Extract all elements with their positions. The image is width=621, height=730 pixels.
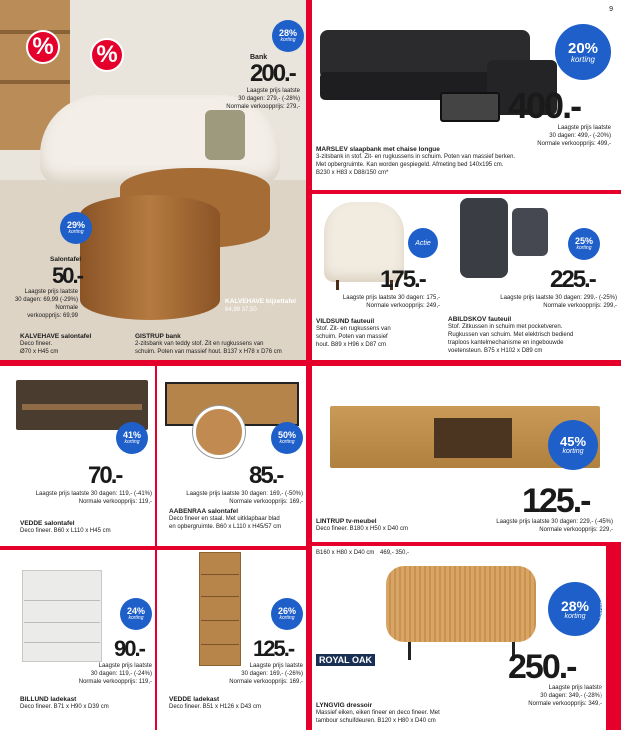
product-name: MARSLEV slaapbank met chaise longue bbox=[316, 146, 440, 153]
page-number: 9 bbox=[609, 6, 613, 13]
description-block bbox=[316, 518, 436, 533]
price-info bbox=[481, 124, 611, 148]
shelf-board bbox=[0, 80, 70, 84]
price: 250.- bbox=[508, 648, 576, 686]
description-block bbox=[20, 520, 150, 535]
product-desc: traploos kantelmechanisme en ingebouwde bbox=[448, 340, 564, 346]
price-line: Normale verkoopprijs: 249,- bbox=[366, 303, 440, 309]
price: 90.- bbox=[114, 636, 144, 661]
price-line: 30 dagen: 119,- (-24%) bbox=[90, 671, 152, 677]
product-desc: voetensteun. B75 x H102 x D89 cm bbox=[448, 348, 543, 354]
price: 85.- bbox=[249, 462, 283, 489]
badge-percent: 20% bbox=[567, 39, 599, 57]
badge-percent: 24% bbox=[126, 606, 145, 616]
price-line: Normale verkoopprijs: 499,- bbox=[537, 141, 611, 147]
discount-badge bbox=[548, 420, 598, 470]
discount-badge bbox=[568, 228, 600, 260]
badge-label: korting bbox=[570, 54, 595, 64]
product-desc: schuim. Poten van massief bbox=[316, 334, 388, 340]
chest-of-drawers bbox=[22, 570, 102, 662]
discount-badge bbox=[271, 598, 303, 630]
old-price-text: 469,- 350,- bbox=[380, 550, 410, 556]
price: 70.- bbox=[88, 462, 122, 489]
tv-cabinet-opening bbox=[434, 418, 512, 458]
price: 125.- bbox=[522, 482, 590, 520]
product-name: AABENRAA salontafel bbox=[169, 508, 239, 515]
price-info bbox=[159, 662, 303, 686]
price-line: Laagste prijs laatste 30 dagen: 169,- (-50%) bbox=[186, 491, 303, 497]
price-info bbox=[12, 288, 78, 320]
price-line: 30 dagen: 499,- (-20%) bbox=[549, 133, 611, 139]
drawer-line bbox=[201, 620, 239, 621]
discount-badge bbox=[548, 582, 602, 636]
product-name: BILLUND ladekast bbox=[20, 696, 77, 703]
sideboard-leg bbox=[408, 642, 411, 660]
product-name: ABILDSKOV fauteuil bbox=[448, 316, 512, 323]
discount-badge bbox=[116, 422, 148, 454]
dimension-note bbox=[316, 549, 409, 557]
panel-lintrup bbox=[312, 366, 621, 542]
panel-billund bbox=[0, 550, 155, 730]
percent-sign: % bbox=[96, 41, 118, 68]
badge-label: korting bbox=[124, 439, 140, 445]
recliner bbox=[460, 198, 508, 278]
price-line: Laagste prijs laatste bbox=[98, 663, 152, 669]
action-badge bbox=[408, 228, 438, 258]
badge-label: korting bbox=[564, 612, 586, 620]
drawer-line bbox=[201, 644, 239, 645]
chair-leg bbox=[336, 280, 339, 290]
panel-marslev bbox=[312, 0, 621, 190]
price-line: Normale verkoopprijs: 119,- bbox=[78, 679, 152, 685]
price-line: 30 dagen: 349,- (-28%) bbox=[540, 693, 602, 699]
drawer-line bbox=[24, 600, 100, 601]
price-line: Laagste prijs laatste bbox=[246, 88, 300, 94]
discount-badge bbox=[272, 20, 304, 52]
product-desc: hout. B89 x H96 x D87 cm bbox=[316, 342, 387, 348]
panel-living-room bbox=[0, 0, 306, 360]
product-desc: 2-zitsbank van teddy stof. Zit en rugkussens van bbox=[135, 341, 264, 347]
description-block bbox=[169, 696, 303, 711]
badge-label: korting bbox=[128, 615, 144, 621]
price: 400.- bbox=[508, 85, 581, 126]
badge-percent: 41% bbox=[122, 430, 141, 440]
badge-percent: 26% bbox=[277, 606, 296, 616]
description-block bbox=[316, 702, 496, 725]
percent-sticker bbox=[90, 38, 124, 72]
product-desc: Stof. Zit- en rugkussens van bbox=[316, 326, 391, 332]
badge-percent: 28% bbox=[560, 597, 590, 614]
price-info bbox=[449, 294, 617, 310]
product-name: VEDDE salontafel bbox=[20, 520, 75, 527]
price-line: Laagste prijs laatste bbox=[548, 685, 602, 691]
price-line: 30 dagen: 279,- (-28%) bbox=[238, 96, 300, 102]
badge-label: korting bbox=[68, 229, 84, 235]
side-table-price: 64,99 37,50 bbox=[225, 307, 257, 313]
sofa-throw bbox=[205, 110, 245, 160]
price-line: Normale verkoopprijs: 299,- bbox=[543, 303, 617, 309]
description-block bbox=[20, 696, 150, 711]
price-line: Normale verkoopprijs: 349,- bbox=[528, 701, 602, 707]
product-name: VEDDE ladekast bbox=[169, 696, 220, 703]
price-line: Normale verkoopprijs: 169,- bbox=[229, 679, 303, 685]
side-note: *Op dit artikel kan eventueel levertijd voorkomen bbox=[599, 601, 605, 720]
price-info bbox=[4, 662, 152, 686]
price: 50.- bbox=[52, 263, 82, 288]
table-shelf bbox=[22, 404, 142, 410]
price-info bbox=[180, 87, 300, 111]
price-info bbox=[159, 490, 303, 506]
price-line: Normale verkoopprijs: 229,- bbox=[539, 527, 613, 533]
discount-badge bbox=[120, 598, 152, 630]
product-desc: Deco fineer. B180 x H50 x D40 cm bbox=[316, 526, 409, 532]
badge-percent: 25% bbox=[574, 236, 593, 246]
product-name: GISTRUP bank bbox=[135, 333, 181, 340]
price: 175.- bbox=[380, 266, 425, 293]
tall-dresser bbox=[199, 552, 241, 666]
panel-abildskov bbox=[446, 194, 621, 360]
price-line: 30 dagen: 69,99 (-29%) bbox=[14, 297, 78, 303]
drawer-line bbox=[24, 642, 100, 643]
price-line: verkoopprijs: 69,99 bbox=[27, 313, 78, 319]
product-desc: Rugkussen van schuim. Met elektrisch bediend bbox=[448, 332, 574, 338]
product-tag: Salontafel bbox=[50, 256, 82, 263]
recliner-small bbox=[512, 208, 548, 256]
product-desc: Massief eiken, eiken fineer en deco fineer. Met bbox=[316, 710, 440, 716]
product-tag: Bank bbox=[250, 54, 268, 61]
round-table-front bbox=[80, 195, 220, 320]
panel-aabenraa bbox=[157, 366, 306, 546]
price-line: Normale verkoopprijs: 279,- bbox=[226, 104, 300, 110]
badge-percent: 28% bbox=[278, 28, 297, 38]
product-desc: tambour schuifdeuren. B120 x H80 x D40 cm bbox=[316, 718, 436, 724]
product-desc: Deco fineer. bbox=[20, 341, 53, 347]
product-desc: en opbergruimte. B60 x L110 x H45/57 cm bbox=[169, 524, 282, 530]
price-line: Laagste prijs laatste 30 dagen: 119,- (-41%) bbox=[35, 491, 152, 497]
description-block bbox=[169, 508, 305, 531]
drawer-line bbox=[24, 622, 100, 623]
product-desc: 3-zitsbank in stof. Zit- en rugkussens in schuim. Poten van massief berken. bbox=[316, 154, 516, 160]
price-line: Laagste prijs laatste 30 dagen: 299,- (-25%) bbox=[500, 295, 617, 301]
product-name: LYNGVIG dressoir bbox=[316, 702, 373, 709]
panel-vildsund bbox=[312, 194, 446, 360]
badge-label: korting bbox=[576, 245, 592, 251]
product-name: KALVEHAVE salontafel bbox=[20, 333, 92, 340]
badge-label: korting bbox=[562, 448, 584, 455]
description-block bbox=[20, 333, 130, 356]
price-line: Normale bbox=[55, 305, 78, 311]
discount-badge bbox=[60, 212, 92, 244]
badge-percent: 45% bbox=[559, 434, 587, 449]
product-desc: Deco fineer. B60 x L110 x H45 cm bbox=[20, 528, 111, 534]
description-block bbox=[316, 146, 616, 177]
product-desc: Stof. Zitkussen in schuim met pocketveren. bbox=[448, 324, 563, 330]
drawer-line bbox=[201, 574, 239, 575]
product-desc: schuim. Poten van massief hout. B137 x H78 x D76 cm bbox=[135, 349, 282, 355]
price-line: Laagste prijs laatste bbox=[249, 663, 303, 669]
detail-circle bbox=[193, 406, 245, 458]
product-desc: B230 x H83 x D88/150 cm* bbox=[316, 170, 389, 176]
price-line: 30 dagen: 169,- (-26%) bbox=[241, 671, 303, 677]
price-line: Normale verkoopprijs: 119,- bbox=[78, 499, 152, 505]
drawer-line bbox=[201, 596, 239, 597]
sideboard bbox=[386, 566, 536, 642]
price-line: Laagste prijs laatste bbox=[24, 289, 78, 295]
discount-badge bbox=[555, 24, 611, 80]
discount-badge bbox=[271, 422, 303, 454]
description-block bbox=[135, 333, 305, 356]
percent-sticker bbox=[26, 30, 60, 64]
product-desc: Deco fineer en staal. Met uitklapbaar blad bbox=[169, 516, 280, 522]
badge-percent: 50% bbox=[277, 430, 296, 440]
side-table-name: KALVEHAVE bijzettafel bbox=[225, 298, 296, 305]
description-block bbox=[448, 316, 620, 355]
price-info bbox=[463, 518, 613, 534]
price-line: Laagste prijs laatste 30 dagen: 175,- bbox=[342, 295, 440, 301]
price: 125.- bbox=[253, 636, 294, 661]
panel-vedde-table bbox=[0, 366, 155, 546]
product-desc: Deco fineer. B51 x H126 x D43 cm bbox=[169, 704, 262, 710]
price-line: Normale verkoopprijs: 169,- bbox=[229, 499, 303, 505]
price-info bbox=[316, 294, 440, 310]
storage-open bbox=[440, 92, 500, 122]
price-line: Laagste prijs laatste 30 dagen: 229,- (-45%) bbox=[496, 519, 613, 525]
percent-sign: % bbox=[32, 33, 54, 60]
badge-label: korting bbox=[279, 615, 295, 621]
description-block bbox=[316, 318, 442, 349]
price: 225.- bbox=[550, 266, 595, 293]
dimension-text: B160 x H80 x D40 cm bbox=[316, 550, 375, 556]
product-name: VILDSUND fauteuil bbox=[316, 318, 375, 325]
panel-lyngvig bbox=[312, 546, 606, 730]
brand-logo: ROYAL OAK bbox=[316, 654, 375, 666]
badge-label: Actie bbox=[415, 239, 431, 247]
badge-label: korting bbox=[279, 439, 295, 445]
product-desc: Deco fineer. B71 x H90 x D39 cm bbox=[20, 704, 109, 710]
price-info bbox=[4, 490, 152, 506]
price-line: Laagste prijs laatste bbox=[557, 125, 611, 131]
badge-percent: 29% bbox=[66, 220, 85, 230]
product-name: LINTRUP tv-meubel bbox=[316, 518, 377, 525]
badge-label: korting bbox=[280, 37, 296, 43]
price: 200.- bbox=[250, 60, 295, 87]
product-desc: Ø70 x H45 cm bbox=[20, 349, 59, 355]
product-desc: Met opbergruimte. Kan worden gespiegeld. Afmeting bed 140x195 cm. bbox=[316, 162, 504, 168]
panel-vedde-kast bbox=[157, 550, 306, 730]
